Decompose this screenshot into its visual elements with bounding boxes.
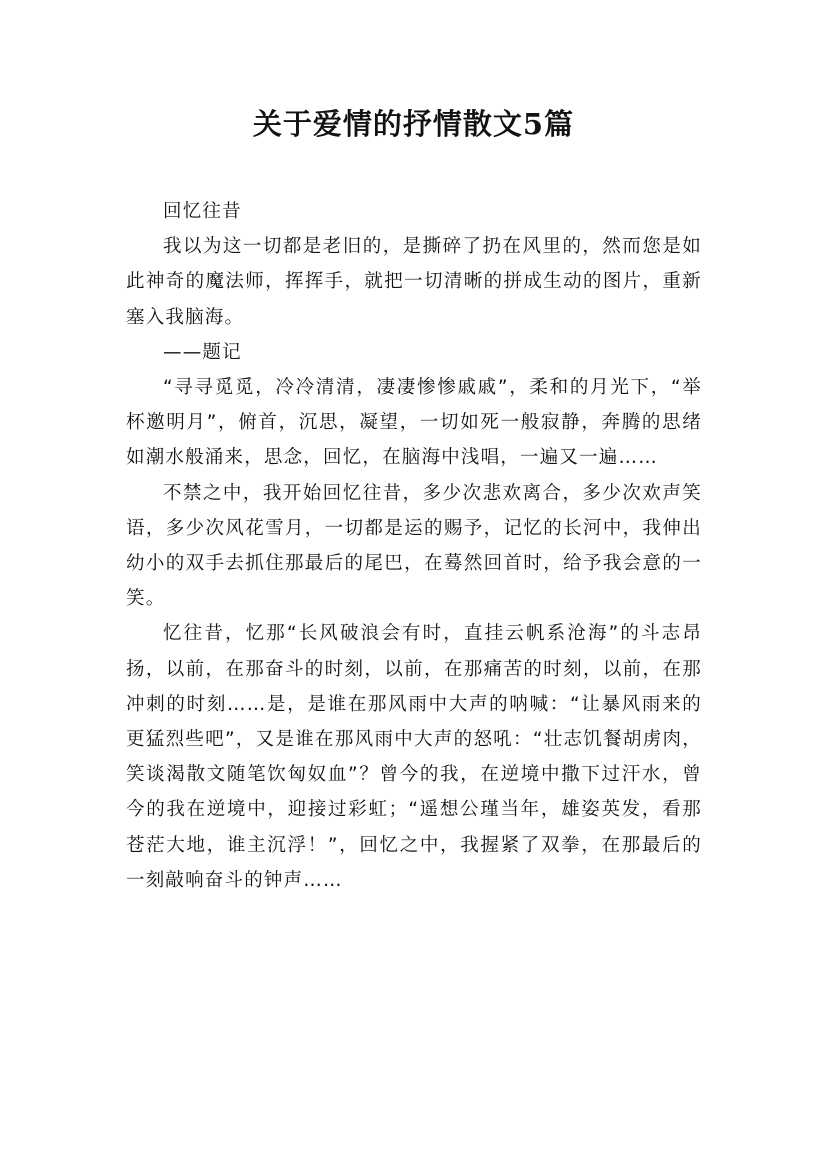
body-paragraph: 不禁之中，我开始回忆往昔，多少次悲欢离合，多少次欢声笑语，多少次风花雪月，一切都是运的赐予，记忆的长河中，我伸出幼小的双手去抓住那最后的尾巴，在蓦然回首时，给予我会意的一笑。 xyxy=(126,482,702,610)
document-title: 关于爱情的抒情散文5篇 xyxy=(252,107,575,141)
body-paragraph: “寻寻觅觅，冷冷清清，凄凄惨惨戚戚”，柔和的月光下，“举杯邀明月”，俯首，沉思，凝望，一切如死一般寂静，奔腾的思绪如潮水般涌来，思念，回忆，在脑海中浅唱，一遍又一遍…… xyxy=(126,377,702,469)
body-paragraph: 忆往昔，忆那“长风破浪会有时，直挂云帆系沧海”的斗志昂扬，以前，在那奋斗的时刻，以前，在那痛苦的时刻，以前，在那冲刺的时刻……是，是谁在那风雨中大声的呐喊：“让暴风雨来的更猛烈些吧”，又是谁在那风雨中大声的怒吼：“壮志饥餐胡虏肉，笑谈渴散文随笔饮匈奴血”？曾今的我，在逆境中撒下过汗水，曾今的我在逆境中，迎接过彩虹；“遥想公瑾当年，雄姿英发，看那苍茫大地，谁主沉浮！”，回忆之中，我握紧了双拳，在那最后的一刻敲响奋斗的钟声…… xyxy=(126,623,702,891)
epigraph-note: ——题记 xyxy=(163,341,242,363)
body-paragraph: 我以为这一切都是老旧的，是撕碎了扔在风里的，然而您是如此神奇的魔法师，挥挥手，就把一切清晰的拼成生动的图片，重新塞入我脑海。 xyxy=(126,236,702,328)
section-heading: 回忆往昔 xyxy=(163,201,242,222)
document-body xyxy=(126,194,702,898)
